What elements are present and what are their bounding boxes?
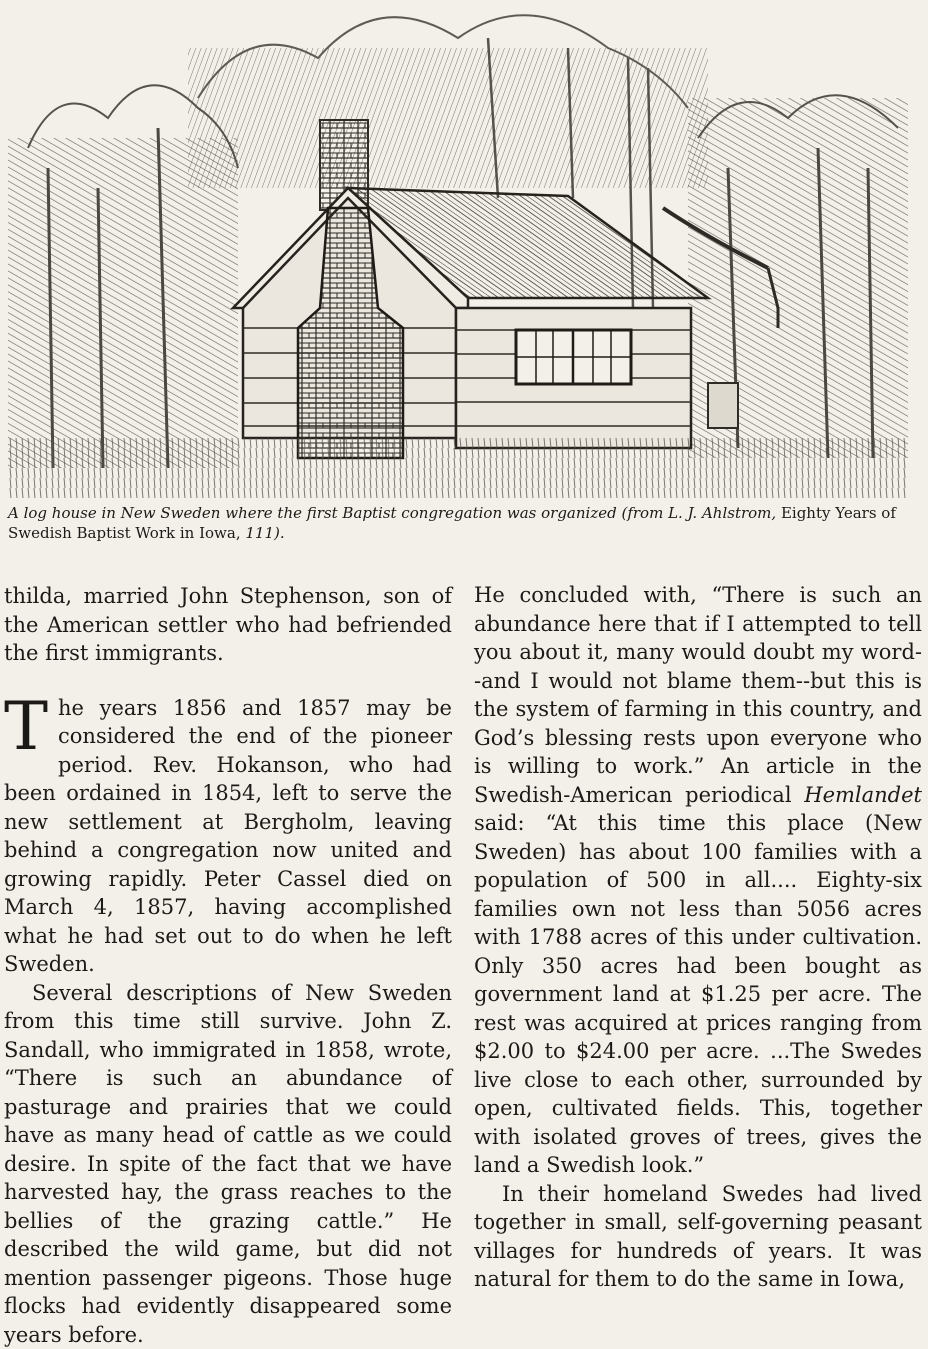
right-paragraph-1-b: said: “At this time this place (New Sweden) has about 100 families with a population of 500 in all.... Eighty-six families own not less than 5056 acres with 1788 acres of this under cultivation. Only 350 acres had been bought as government land at $1.25 per acre. The rest was acquired at prices ranging from $2.00 to $24.00 per acre. ...The Swedes live close to each other, surrounded by open, cultivated fields. This, together with isolated groves of trees, gives the land a Swedish look.” [474, 811, 922, 1177]
illustration-caption [8, 503, 908, 543]
log-house-illustration [8, 8, 908, 498]
caption-book-title-2: Years of Swedish Baptist Work in Iowa, [8, 504, 896, 542]
caption-lead: A log house in New Sweden where the first Baptist congregation was organized (from L. J. Ahlstrom, [8, 504, 776, 522]
caption-closing: ). [274, 524, 285, 542]
right-paragraph-1-a: He concluded with, “There is such an abundance here that if I attempted to tell you about it, many would doubt my word--and I would not blame them--but this is the system of farming in this country, and God’s blessing rests upon everyone who is willing to work.” An article in the Swedish-American periodical [474, 583, 922, 807]
ground-grass [8, 438, 908, 498]
window [516, 330, 631, 384]
periodical-title: Hemlandet [804, 783, 922, 807]
drop-cap-letter: T [4, 700, 48, 754]
left-paragraph-3: Several descriptions of New Sweden from this time still survive. John Z. Sandall, who immigrated in 1858, wrote, “There is such an abundance of pasturage and prairies that we could have as many head of cattle as we could desire. In spite of the fact that we have harvested hay, the grass reaches to the bellies of the grazing cattle.” He described the wild game, but did not mention passenger pigeons. Those huge flocks had evidently disappeared some years before. [4, 979, 452, 1349]
left-paragraph-2-text: he years 1856 and 1857 may be considered the end of the pioneer period. Rev. Hokanson, who had been ordained in 1854, left to serve the new settlement at Bergholm, leaving behind a congregation now united and growing rapidly. Peter Cassel died on March 4, 1857, having accomplished what he had set out to do when he left Sweden. [4, 696, 452, 977]
log-house-drawing [8, 8, 908, 498]
left-column [4, 582, 452, 1349]
right-paragraph-2: In their homeland Swedes had lived together in small, self-governing peasant villages for hundreds of years. It was natural for them to do the same in Iowa, [474, 1180, 922, 1294]
left-paragraph-1: thilda, married John Stephenson, son of the American settler who had befriended the first immigrants. [4, 582, 452, 668]
caption-book-title-1: Eighty [781, 504, 831, 522]
caption-page-ref: 111 [245, 524, 274, 542]
right-paragraph-1 [474, 581, 922, 1180]
right-column [474, 581, 922, 1294]
left-paragraph-2 [4, 694, 452, 979]
